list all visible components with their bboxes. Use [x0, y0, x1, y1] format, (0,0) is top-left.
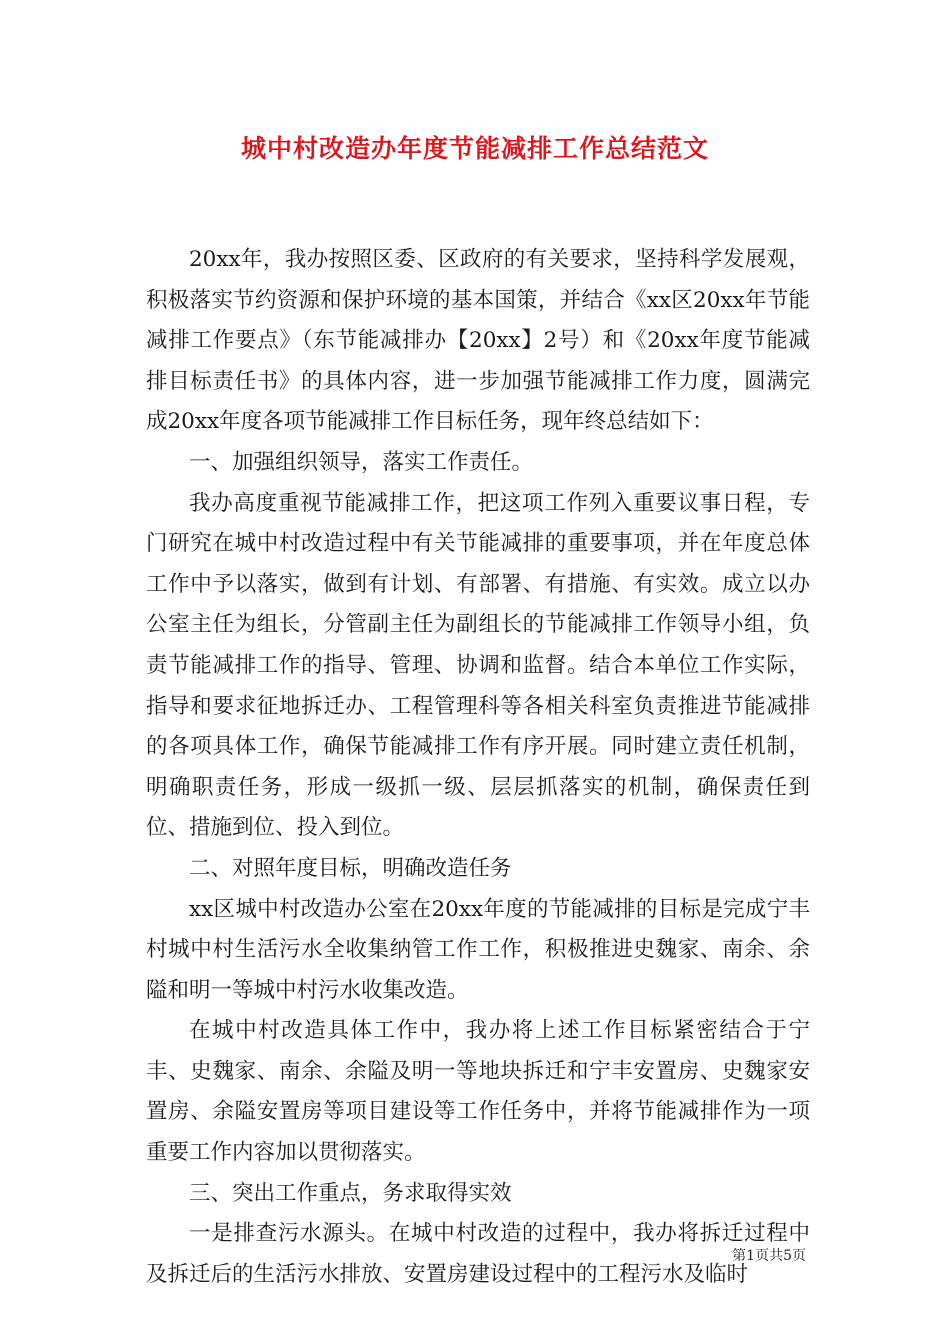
page-number-footer: 第1页共5页: [732, 1248, 806, 1264]
document-title: 城中村改造办年度节能减排工作总结范文: [240, 134, 709, 163]
section-heading: 一、加强组织领导，落实工作责任。: [189, 449, 534, 475]
section-heading: 二、对照年度目标，明确改造任务: [189, 855, 512, 881]
paragraph: 我办高度重视节能减排工作，把这项工作列入重要议事日程，专门研究在城中村改造过程中有关节能减排的重要事项，并在年度总体工作中予以落实，做到有计划、有部署、有措施、有实效。成立以办公室主任为组长，分管副主任为副组长的节能减排工作领导小组，负责节能减排工作的指导、管理、协调和监督。结合本单位工作实际，指导和要求征地拆迁办、工程管理科等各相关科室负责推进节能减排的各项具体工作，确保节能减排工作有序开展。同时建立责任机制，明确职责任务，形成一级抓一级、层层抓落实的机制，确保责任到位、措施到位、投入到位。: [146, 490, 810, 841]
paragraph: 20xx年，我办按照区委、区政府的有关要求，坚持科学发展观，积极落实节约资源和保护环境的基本国策，并结合《xx区20xx年节能减排工作要点》（东节能减排办【20xx】2号）和《20xx年度节能减排目标责任书》的具体内容，进一步加强节能减排工作力度，圆满完成20xx年度各项节能减排工作目标任务，现年终总结如下：: [146, 247, 810, 435]
document-body: [146, 240, 810, 1295]
section-heading: 三、突出工作重点，务求取得实效: [189, 1180, 512, 1206]
paragraph: 在城中村改造具体工作中，我办将上述工作目标紧密结合于宁丰、史魏家、南余、余隘及明一等地块拆迁和宁丰安置房、史魏家安置房、余隘安置房等项目建设等工作任务中，并将节能减排作为一项重要工作内容加以贯彻落实。: [146, 1018, 810, 1166]
paragraph: 一是排查污水源头。在城中村改造的过程中，我办将拆迁过程中及拆迁后的生活污水排放、安置房建设过程中的工程污水及临时: [146, 1221, 810, 1287]
paragraph: xx区城中村改造办公室在20xx年度的节能减排的目标是完成宁丰村城中村生活污水全收集纳管工作工作，积极推进史魏家、南余、余隘和明一等城中村污水收集改造。: [146, 896, 810, 1003]
